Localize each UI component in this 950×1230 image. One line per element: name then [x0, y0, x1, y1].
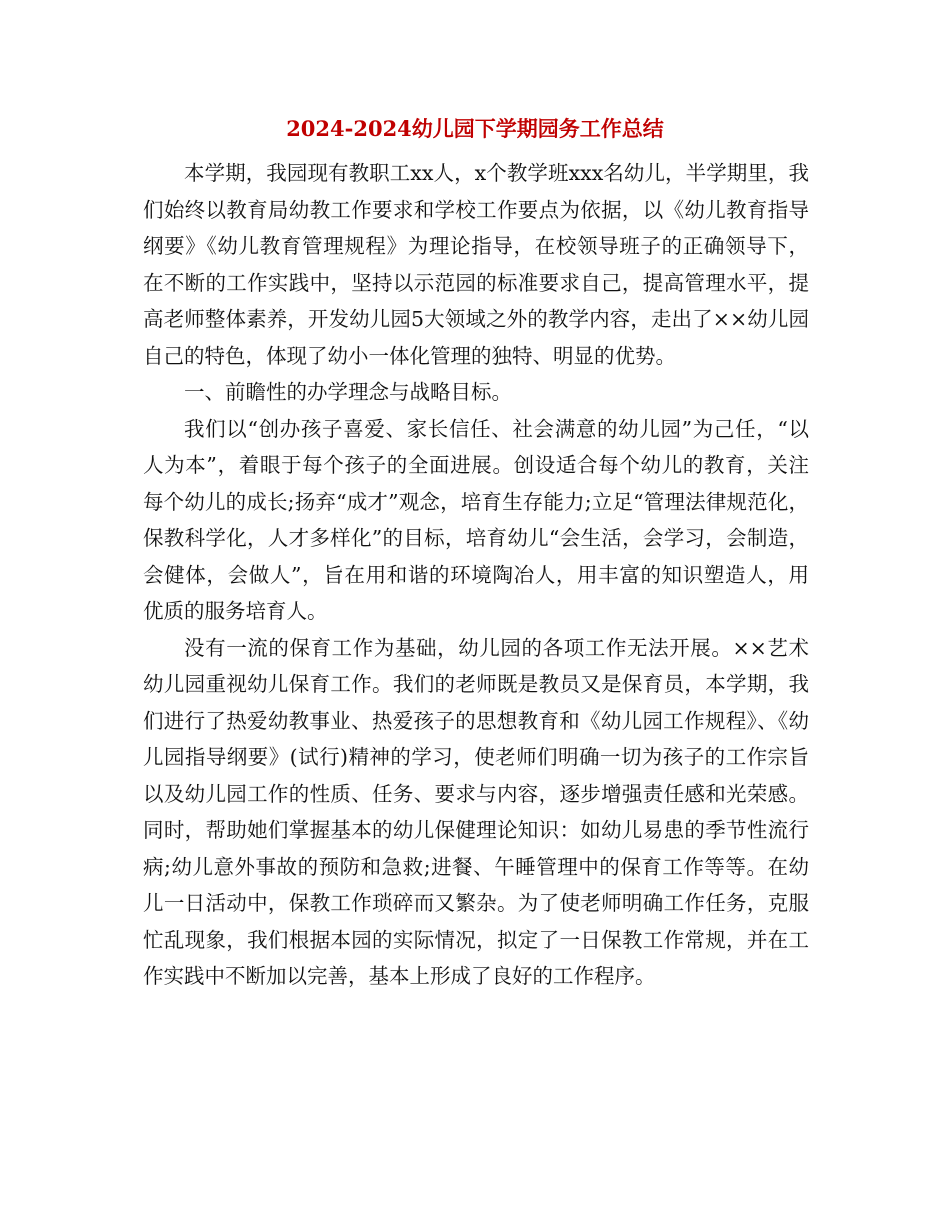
section-heading-1: 一、前瞻性的办学理念与战略目标。	[184, 380, 512, 404]
paragraph-philosophy: 我们以“创办孩子喜爱、家长信任、社会满意的幼儿园”为己任，“以人为本”，着眼于每个孩子的全面进展。创设适合每个幼儿的教育，关注每个幼儿的成长;扬弃“成才”观念，培育生存能力;立足“管理法律规范化，保教科学化，人才多样化”的目标，培育幼儿“会生活，会学习，会制造，会健体，会做人”，旨在用和谐的环境陶冶人，用丰富的知识塑造人，用优质的服务培育人。	[143, 416, 809, 623]
paragraph-intro: 本学期，我园现有教职工xx人，x个教学班xxx名幼儿，半学期里，我们始终以教育局幼教工作要求和学校工作要点为依据，以《幼儿教育指导纲要》《幼儿教育管理规程》为理论指导，在校领导班子的正确领导下，在不断的工作实践中，坚持以示范园的标准要求自己，提高管理水平，提高老师整体素养，开发幼儿园5大领域之外的教学内容，走出了××幼儿园自己的特色，体现了幼小一体化管理的独特、明显的优势。	[143, 161, 809, 368]
document-title: 2024-2024幼儿园下学期园务工作总结	[286, 116, 664, 141]
paragraph-care-work: 没有一流的保育工作为基础，幼儿园的各项工作无法开展。××艺术幼儿园重视幼儿保育工作。我们的老师既是教员又是保育员，本学期，我们进行了热爱幼教事业、热爱孩子的思想教育和《幼儿园工作规程》、《幼儿园指导纲要》(试行)精神的学习，使老师们明确一切为孩子的工作宗旨以及幼儿园工作的性质、任务、要求与内容，逐步增强责任感和光荣感。同时，帮助她们掌握基本的幼儿保健理论知识：如幼儿易患的季节性流行病;幼儿意外事故的预防和急救;进餐、午睡管理中的保育工作等等。在幼儿一日活动中，保教工作琐碎而又繁杂。为了使老师明确工作任务，克服忙乱现象，我们根据本园的实际情况，拟定了一日保教工作常规，并在工作实践中不断加以完善，基本上形成了良好的工作程序。	[143, 635, 809, 988]
document-body	[143, 155, 809, 995]
